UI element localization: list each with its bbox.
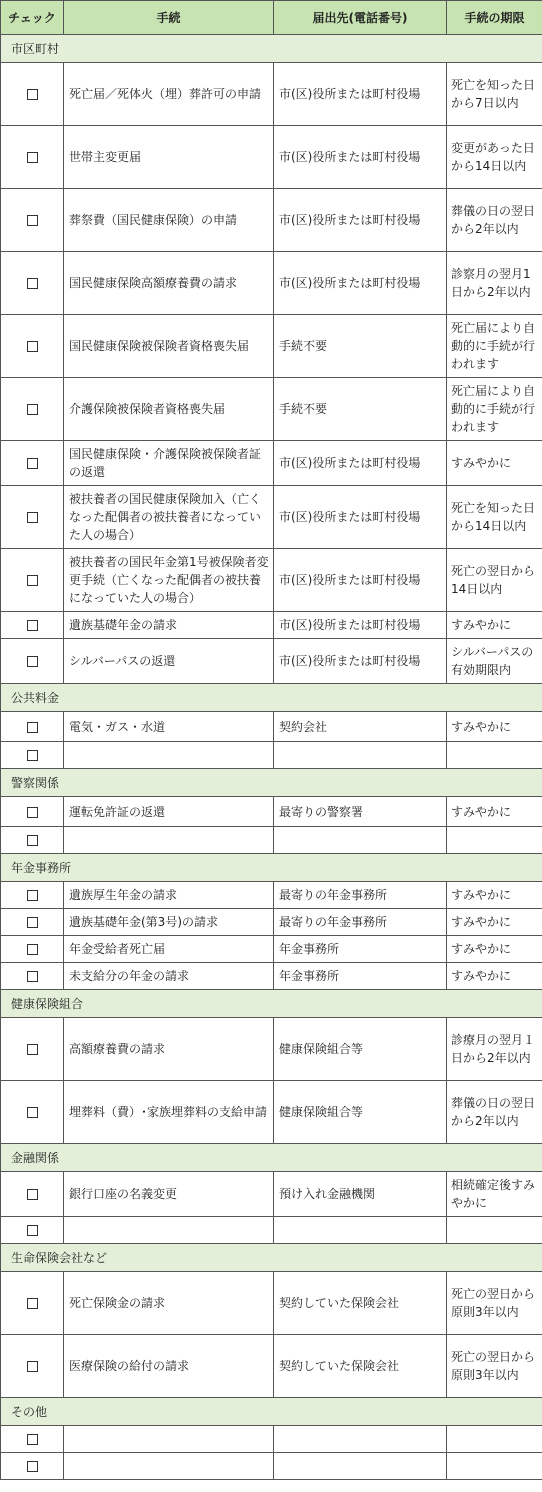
section-header-row: [1, 854, 542, 882]
section-header-row: [1, 35, 542, 63]
destination-cell: [274, 1426, 447, 1453]
procedure-cell: [64, 742, 274, 769]
table-row: [1, 1453, 542, 1480]
destination-cell: [274, 827, 447, 854]
check-cell: [1, 712, 64, 742]
checkbox[interactable]: [27, 1107, 38, 1118]
table-row: [1, 549, 542, 612]
check-cell: [1, 486, 64, 549]
destination-cell: 年金事務所: [274, 963, 447, 990]
procedure-cell: 遺族厚生年金の請求: [64, 882, 274, 909]
procedure-cell: 世帯主変更届: [64, 126, 274, 189]
checkbox[interactable]: [27, 1189, 38, 1200]
destination-cell: 最寄りの警察署: [274, 797, 447, 827]
table-row: [1, 936, 542, 963]
checkbox[interactable]: [27, 89, 38, 100]
deadline-cell: [447, 827, 542, 854]
check-cell: [1, 189, 64, 252]
deadline-cell: 死亡の翌日から14日以内: [447, 549, 542, 612]
check-cell: [1, 963, 64, 990]
procedure-cell: 死亡届／死体火（埋）葬許可の申請: [64, 63, 274, 126]
deadline-cell: 死亡届により自動的に手続が行われます: [447, 315, 542, 378]
deadline-cell: 死亡を知った日から14日以内: [447, 486, 542, 549]
table-row: [1, 963, 542, 990]
table-header-row: [1, 1, 542, 35]
section-title: 公共料金: [1, 684, 542, 712]
checkbox[interactable]: [27, 807, 38, 818]
deadline-cell: [447, 1453, 542, 1480]
check-cell: [1, 909, 64, 936]
checkbox[interactable]: [27, 620, 38, 631]
section-header-row: [1, 1144, 542, 1172]
check-cell: [1, 1081, 64, 1144]
check-cell: [1, 441, 64, 486]
check-cell: [1, 1217, 64, 1244]
header-procedure: 手続: [64, 1, 274, 35]
check-cell: [1, 1018, 64, 1081]
checkbox[interactable]: [27, 750, 38, 761]
table-row: [1, 797, 542, 827]
section-title: その他: [1, 1398, 542, 1426]
destination-cell: 市(区)役所または町村役場: [274, 63, 447, 126]
checkbox[interactable]: [27, 1225, 38, 1236]
table-row: [1, 742, 542, 769]
destination-cell: 市(区)役所または町村役場: [274, 639, 447, 684]
deadline-cell: すみやかに: [447, 963, 542, 990]
procedure-cell: シルバーパスの返還: [64, 639, 274, 684]
checkbox[interactable]: [27, 656, 38, 667]
section-header-row: [1, 684, 542, 712]
procedure-cell: 葬祭費（国民健康保険）の申請: [64, 189, 274, 252]
procedure-cell: 運転免許証の返還: [64, 797, 274, 827]
table-row: [1, 1335, 542, 1398]
header-destination: 届出先(電話番号): [274, 1, 447, 35]
table-row: [1, 712, 542, 742]
section-header-row: [1, 1244, 542, 1272]
checkbox[interactable]: [27, 215, 38, 226]
section-title: 年金事務所: [1, 854, 542, 882]
table-row: [1, 315, 542, 378]
check-cell: [1, 639, 64, 684]
deadline-cell: 相続確定後すみやかに: [447, 1172, 542, 1217]
deadline-cell: 死亡届により自動的に手続が行われます: [447, 378, 542, 441]
checkbox[interactable]: [27, 152, 38, 163]
table-row: [1, 126, 542, 189]
deadline-cell: すみやかに: [447, 882, 542, 909]
destination-cell: 契約会社: [274, 712, 447, 742]
section-header-row: [1, 769, 542, 797]
destination-cell: 市(区)役所または町村役場: [274, 126, 447, 189]
section-title: 金融関係: [1, 1144, 542, 1172]
table-row: [1, 441, 542, 486]
deadline-cell: 死亡の翌日から原則3年以内: [447, 1272, 542, 1335]
procedure-cell: 埋葬料（費）･家族埋葬料の支給申請: [64, 1081, 274, 1144]
deadline-cell: [447, 1426, 542, 1453]
destination-cell: 契約していた保険会社: [274, 1335, 447, 1398]
section-title: 警察関係: [1, 769, 542, 797]
check-cell: [1, 742, 64, 769]
table-row: [1, 639, 542, 684]
check-cell: [1, 252, 64, 315]
checkbox[interactable]: [27, 971, 38, 982]
check-cell: [1, 378, 64, 441]
section-title: 市区町村: [1, 35, 542, 63]
check-cell: [1, 612, 64, 639]
check-cell: [1, 549, 64, 612]
procedure-cell: 国民健康保険高額療養費の請求: [64, 252, 274, 315]
destination-cell: 手続不要: [274, 378, 447, 441]
destination-cell: [274, 742, 447, 769]
destination-cell: 健康保険組合等: [274, 1018, 447, 1081]
procedure-cell: 高額療養費の請求: [64, 1018, 274, 1081]
table-row: [1, 378, 542, 441]
table-row: [1, 63, 542, 126]
header-deadline: 手続の期限: [447, 1, 542, 35]
checkbox[interactable]: [27, 1461, 38, 1472]
destination-cell: 市(区)役所または町村役場: [274, 549, 447, 612]
procedure-cell: 年金受給者死亡届: [64, 936, 274, 963]
table-row: [1, 882, 542, 909]
check-cell: [1, 315, 64, 378]
destination-cell: 市(区)役所または町村役場: [274, 486, 447, 549]
procedure-cell: 被扶養者の国民健康保険加入（亡くなった配偶者の被扶養者になっていた人の場合）: [64, 486, 274, 549]
check-cell: [1, 936, 64, 963]
checkbox[interactable]: [27, 1361, 38, 1372]
destination-cell: 最寄りの年金事務所: [274, 909, 447, 936]
destination-cell: 健康保険組合等: [274, 1081, 447, 1144]
section-header-row: [1, 990, 542, 1018]
checkbox[interactable]: [27, 944, 38, 955]
check-cell: [1, 882, 64, 909]
table-row: [1, 827, 542, 854]
checkbox[interactable]: [27, 917, 38, 928]
deadline-cell: 死亡の翌日から原則3年以内: [447, 1335, 542, 1398]
table-row: [1, 1081, 542, 1144]
deadline-cell: すみやかに: [447, 441, 542, 486]
table-row: [1, 1272, 542, 1335]
table-row: [1, 189, 542, 252]
checkbox[interactable]: [27, 1298, 38, 1309]
deadline-cell: 変更があった日から14日以内: [447, 126, 542, 189]
procedure-cell: [64, 1426, 274, 1453]
destination-cell: 年金事務所: [274, 936, 447, 963]
deadline-cell: 診療月の翌月１日から2年以内: [447, 1018, 542, 1081]
deadline-cell: 診察月の翌月1日から2年以内: [447, 252, 542, 315]
deadline-cell: 死亡を知った日から7日以内: [447, 63, 542, 126]
destination-cell: 市(区)役所または町村役場: [274, 189, 447, 252]
deadline-cell: すみやかに: [447, 712, 542, 742]
checkbox[interactable]: [27, 835, 38, 846]
deadline-cell: すみやかに: [447, 936, 542, 963]
procedure-cell: 国民健康保険被保険者資格喪失届: [64, 315, 274, 378]
procedure-cell: 医療保険の給付の請求: [64, 1335, 274, 1398]
section-header-row: [1, 1398, 542, 1426]
section-title: 生命保険会社など: [1, 1244, 542, 1272]
procedure-cell: 遺族基礎年金の請求: [64, 612, 274, 639]
procedure-cell: [64, 827, 274, 854]
checkbox[interactable]: [27, 890, 38, 901]
deadline-cell: 葬儀の日の翌日から2年以内: [447, 189, 542, 252]
destination-cell: 市(区)役所または町村役場: [274, 612, 447, 639]
procedure-cell: 未支給分の年金の請求: [64, 963, 274, 990]
procedure-cell: 国民健康保険・介護保険被保険者証の返還: [64, 441, 274, 486]
table-row: [1, 909, 542, 936]
checkbox[interactable]: [27, 341, 38, 352]
table-row: [1, 1426, 542, 1453]
deadline-cell: すみやかに: [447, 909, 542, 936]
checkbox[interactable]: [27, 458, 38, 469]
section-title: 健康保険組合: [1, 990, 542, 1018]
deadline-cell: [447, 1217, 542, 1244]
procedure-cell: [64, 1453, 274, 1480]
check-cell: [1, 1272, 64, 1335]
table-row: [1, 1172, 542, 1217]
procedure-cell: 電気・ガス・水道: [64, 712, 274, 742]
check-cell: [1, 1453, 64, 1480]
destination-cell: 契約していた保険会社: [274, 1272, 447, 1335]
check-cell: [1, 1335, 64, 1398]
checkbox[interactable]: [27, 278, 38, 289]
procedure-cell: 遺族基礎年金(第3号)の請求: [64, 909, 274, 936]
checkbox[interactable]: [27, 512, 38, 523]
checkbox[interactable]: [27, 1434, 38, 1445]
procedure-cell: 死亡保険金の請求: [64, 1272, 274, 1335]
table-row: [1, 612, 542, 639]
procedure-cell: 銀行口座の名義変更: [64, 1172, 274, 1217]
table-row: [1, 1217, 542, 1244]
checkbox[interactable]: [27, 404, 38, 415]
check-cell: [1, 126, 64, 189]
table-row: [1, 486, 542, 549]
check-cell: [1, 1172, 64, 1217]
checkbox[interactable]: [27, 1044, 38, 1055]
check-cell: [1, 797, 64, 827]
table-row: [1, 252, 542, 315]
destination-cell: [274, 1453, 447, 1480]
destination-cell: 預け入れ金融機関: [274, 1172, 447, 1217]
table-body: [1, 35, 542, 1480]
procedure-cell: [64, 1217, 274, 1244]
destination-cell: 市(区)役所または町村役場: [274, 441, 447, 486]
header-check: チェック: [1, 1, 64, 35]
check-cell: [1, 1426, 64, 1453]
procedure-cell: 被扶養者の国民年金第1号被保険者変更手続（亡くなった配偶者の被扶養になっていた人の場合）: [64, 549, 274, 612]
check-cell: [1, 63, 64, 126]
destination-cell: 市(区)役所または町村役場: [274, 252, 447, 315]
deadline-cell: すみやかに: [447, 612, 542, 639]
table-row: [1, 1018, 542, 1081]
deadline-cell: [447, 742, 542, 769]
checkbox[interactable]: [27, 575, 38, 586]
destination-cell: [274, 1217, 447, 1244]
checkbox[interactable]: [27, 722, 38, 733]
deadline-cell: 葬儀の日の翌日から2年以内: [447, 1081, 542, 1144]
procedure-cell: 介護保険被保険者資格喪失届: [64, 378, 274, 441]
deadline-cell: シルバーパスの有効期限内: [447, 639, 542, 684]
deadline-cell: すみやかに: [447, 797, 542, 827]
destination-cell: 最寄りの年金事務所: [274, 882, 447, 909]
check-cell: [1, 827, 64, 854]
destination-cell: 手続不要: [274, 315, 447, 378]
